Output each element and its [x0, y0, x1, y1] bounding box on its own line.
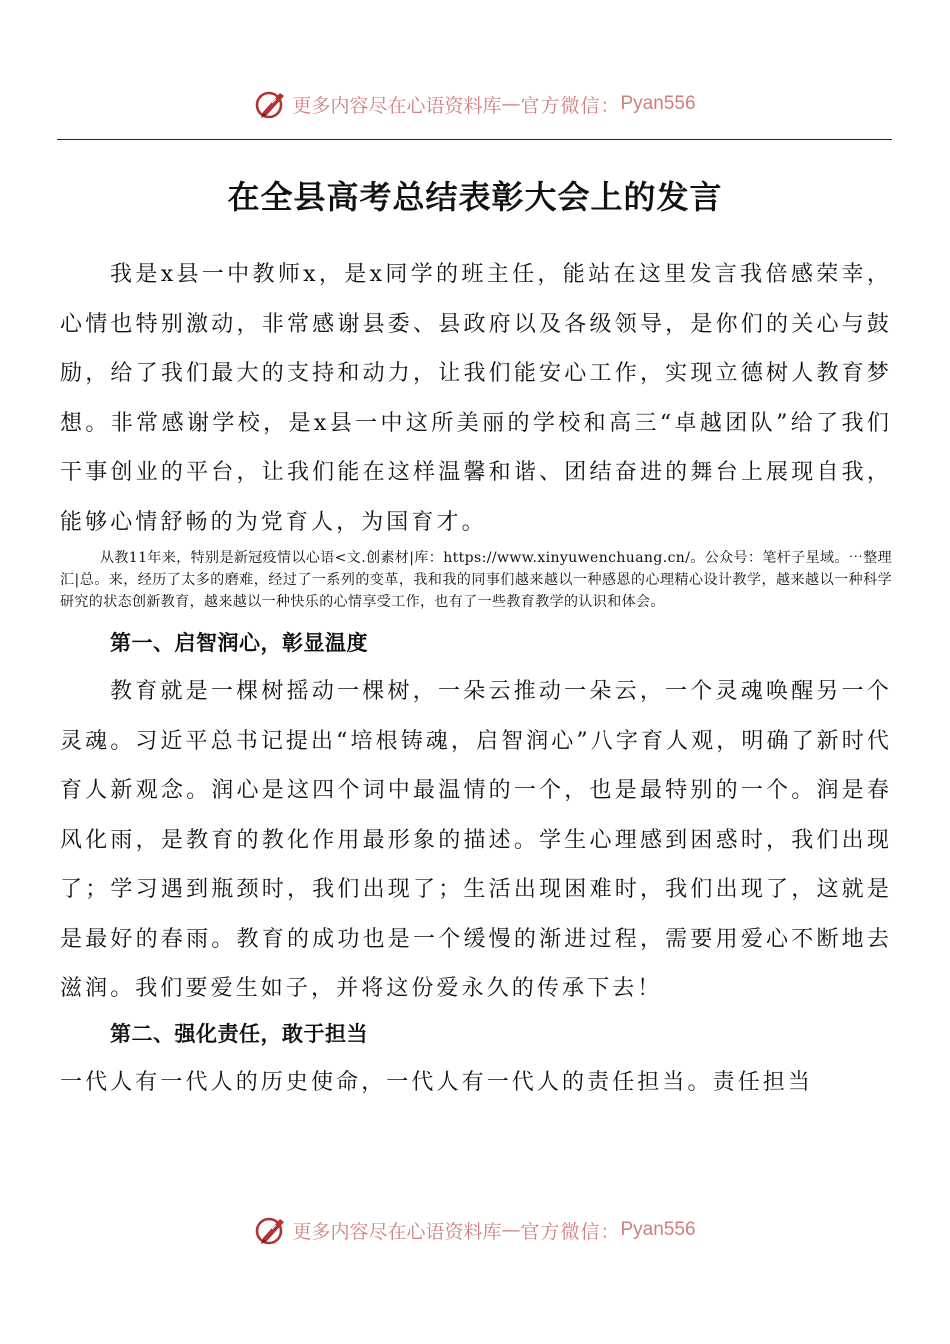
- header-wechat-handle: Pyan556: [620, 93, 696, 114]
- pen-logo-icon: [254, 1213, 288, 1247]
- document-body: [60, 250, 892, 1107]
- header-contact-label: 官方微信：: [520, 94, 621, 117]
- section-2-heading: 第二、强化责任，敢于担当: [110, 1021, 368, 1046]
- section-2-paragraph: 一代人有一代人的历史使命，一代人有一代人的责任担当。责任担当: [60, 1069, 814, 1095]
- section-1-paragraph: 教育就是一棵树摇动一棵树，一朵云推动一朵云，一个灵魂唤醒另一个灵魂。习近平总书记提出“培根铸魂，启智润心”八字育人观，明确了新时代育人新观念。润心是这四个词中最温情的一个，也是最特别的一个。润是春风化雨，是教育的教化作用最形象的描述。学生心理感到困惑时，我们出现了；学习遇到瓶颈时，我们出现了；生活出现困难时，我们出现了，这就是是最好的春雨。教育的成功也是一个缓慢的渐进过程，需要用爱心不断地去滋润。我们要爱生如子，并将这份爱永久的传承下去！: [60, 679, 892, 1001]
- footer-contact-label: 官方微信：: [520, 1220, 621, 1243]
- footer-separator: —: [501, 1219, 521, 1241]
- pen-logo-icon: [254, 87, 288, 121]
- header-separator: —: [501, 93, 521, 115]
- document-title: 在全县高考总结表彰大会上的发言: [227, 178, 723, 216]
- footer-banner: [0, 1210, 950, 1250]
- intro-paragraph: 我是x县一中教师x，是x同学的班主任，能站在这里发言我倍感荣幸，心情也特别激动，非常感谢县委、县政府以及各级领导，是你们的关心与鼓励，给了我们最大的支持和动力，让我们能安心工作，实现立德树人教育梦想。非常感谢学校，是x县一中这所美丽的学校和高三“卓越团队”给了我们干事创业的平台，让我们能在这样温馨和谐、团结奋进的舞台上展现自我，能够心情舒畅的为党育人，为国育才。: [60, 262, 892, 535]
- header-divider: [57, 139, 892, 140]
- section-1-heading: 第一、启智润心，彰显温度: [110, 631, 368, 655]
- header-banner: [0, 84, 950, 124]
- header-slogan: 更多内容尽在心语资料库: [292, 94, 502, 117]
- small-print-paragraph: 从教11年来，特别是新冠疫情以心语<文.创素材|库：https://www.xinyuwenchuang.cn/。公众号：笔杆子星域。⋯整理汇|总。来，经历了太多的磨难，经过了一系列的变革，我和我的同事们越来越以一种感恩的心理精心设计教学，越来越以一种科学研究的状态创新教育，越来越以一种快乐的心情享受工作，也有了一些教育教学的认识和体会。: [60, 550, 892, 610]
- footer-slogan: 更多内容尽在心语资料库: [292, 1220, 502, 1243]
- footer-wechat-handle: Pyan556: [620, 1219, 696, 1240]
